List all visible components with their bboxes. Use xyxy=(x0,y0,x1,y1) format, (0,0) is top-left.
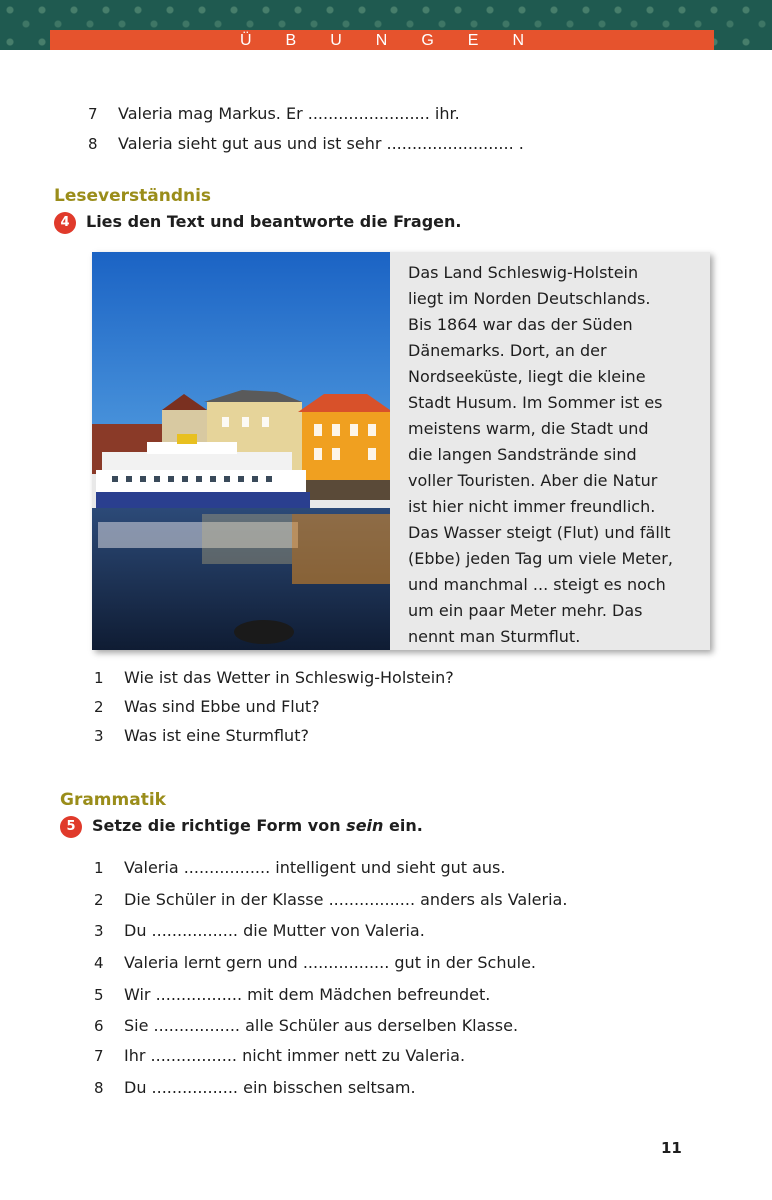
question-item: 1 Wie ist das Wetter in Schleswig-Holstein? xyxy=(94,668,454,687)
husum-harbour-photo xyxy=(92,252,390,650)
grammar-item: 6 Sie ................. alle Schüler aus derselben Klasse. xyxy=(94,1016,519,1035)
grammar-item: 4 Valeria lernt gern und ................. gut in der Schule. xyxy=(94,953,536,972)
reading-panel xyxy=(92,252,710,650)
section-heading-grammar: Grammatik xyxy=(60,790,166,810)
reading-passage: Das Land Schleswig-Holstein liegt im Norden Deutschlands. Bis 1864 war das der Süden Dänemarks. Dort, an der Nordseeküste, liegt die kleine Stadt Husum. Im Sommer ist es meistens warm, die Stadt und die langen Sandstrände sind voller Touristen. Aber die Natur ist hier nicht immer freundlich. Das Wasser steigt (Flut) und fällt (Ebbe) jeden Tag um viele Meter, und manchmal ... steigt es noch um ein paar Meter mehr. Das nennt man Sturmflut. xyxy=(408,263,673,646)
task-number-badge: 5 xyxy=(60,816,82,838)
task-number-badge: 4 xyxy=(54,212,76,234)
question-item: 3 Was ist eine Sturmflut? xyxy=(94,726,309,745)
grammar-item: 5 Wir ................. mit dem Mädchen befreundet. xyxy=(94,985,491,1004)
exercise-item: 7 Valeria mag Markus. Er ........................ ihr. xyxy=(88,104,460,123)
task-instruction-5: 5 Setze die richtige Form von sein ein. xyxy=(60,816,423,838)
grammar-item: 2 Die Schüler in der Klasse ................. anders als Valeria. xyxy=(94,890,568,909)
grammar-item: 7 Ihr ................. nicht immer nett zu Valeria. xyxy=(94,1046,466,1065)
page-number: 11 xyxy=(661,1139,682,1157)
grammar-item: 1 Valeria ................. intelligent und sieht gut aus. xyxy=(94,858,506,877)
grammar-item: 3 Du ................. die Mutter von Valeria. xyxy=(94,921,425,940)
section-heading-reading: Leseverständnis xyxy=(54,186,212,206)
exercise-item: 8 Valeria sieht gut aus und ist sehr ......................... . xyxy=(88,134,524,153)
question-item: 2 Was sind Ebbe und Flut? xyxy=(94,697,320,716)
section-title-uebungen: ÜBUNGEN xyxy=(239,32,558,49)
task-instruction-4: 4 Lies den Text und beantworte die Fragen. xyxy=(54,212,461,234)
grammar-item: 8 Du ................. ein bisschen seltsam. xyxy=(94,1078,416,1097)
